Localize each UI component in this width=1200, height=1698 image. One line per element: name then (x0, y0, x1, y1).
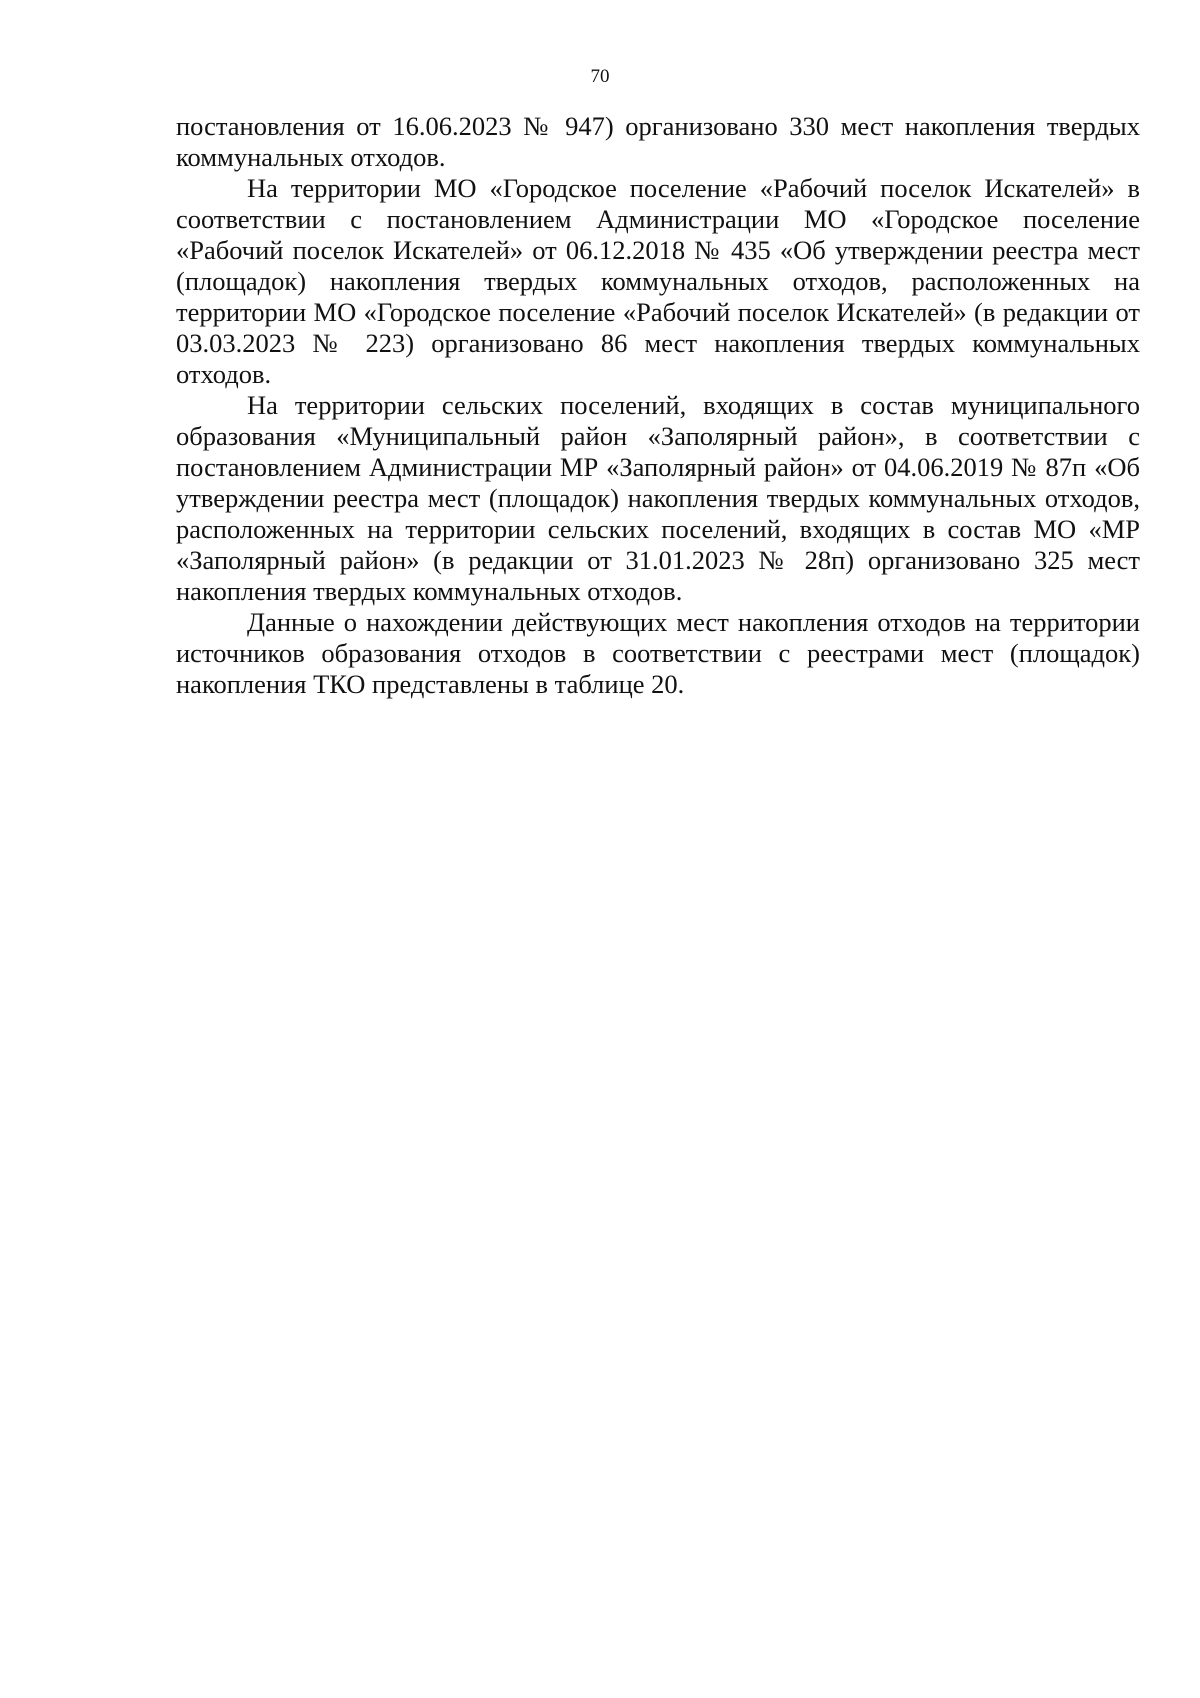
document-body (176, 111, 1140, 700)
paragraph-continuation: постановления от 16.06.2023 № 947) организовано 330 мест накопления твердых коммунальных отходов. (176, 111, 1140, 172)
page-number: 70 (590, 66, 610, 87)
paragraph-rural-settlements: На территории сельских поселений, входящих в состав муниципального образования «Муниципальный район «Заполярный район», в соответствии с постановлением Администрации МР «Заполярный район» от 04.06.2019 № 87п «Об утверждении реестра мест (площадок) накопления твердых коммунальных отходов, расположенных на территории сельских поселений, входящих в состав МО «МР «Заполярный район» (в редакции от 31.01.2023 № 28п) организовано 325 мест накопления твердых коммунальных отходов. (176, 390, 1140, 606)
paragraph-table-reference: Данные о нахождении действующих мест накопления отходов на территории источников образования отходов в соответствии с реестрами мест (площадок) накопления ТКО представлены в таблице 20. (176, 607, 1140, 699)
paragraph-iskateley: На территории МО «Городское поселение «Рабочий поселок Искателей» в соответствии с постановлением Администрации МО «Городское поселение «Рабочий поселок Искателей» от 06.12.2018 № 435 «Об утверждении реестра мест (площадок) накопления твердых коммунальных отходов, расположенных на территории МО «Городское поселение «Рабочий поселок Искателей» (в редакции от 03.03.2023 № 223) организовано 86 мест накопления твердых коммунальных отходов. (176, 173, 1140, 389)
